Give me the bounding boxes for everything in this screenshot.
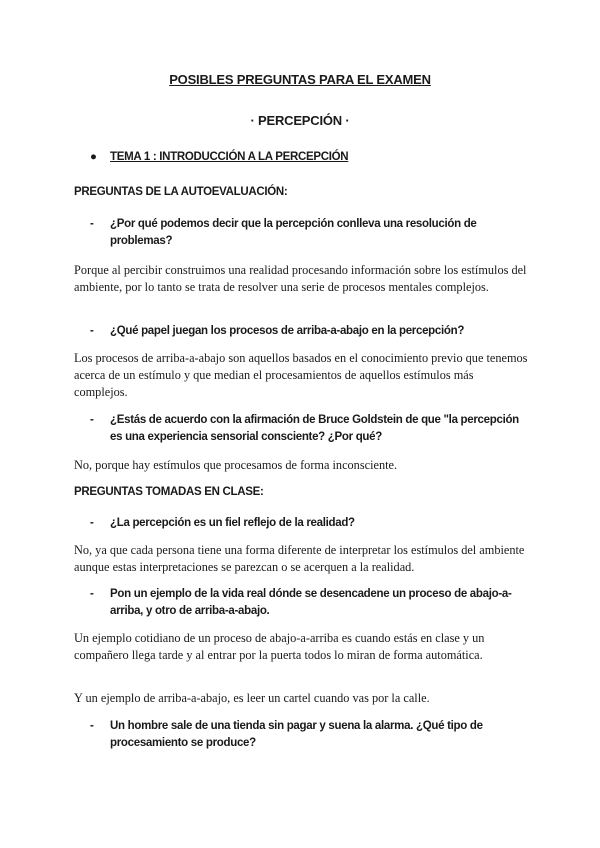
answer-paragraph: No, porque hay estímulos que procesamos de forma inconsciente.: [74, 458, 398, 472]
answer-paragraph: Y un ejemplo de arriba-a-abajo, es leer un cartel cuando vas por la calle.: [74, 691, 430, 705]
question-text: Un hombre sale de una tienda sin pagar y suena la alarma. ¿Qué tipo de procesamiento se produce?: [110, 720, 483, 749]
question-text: Pon un ejemplo de la vida real dónde se desencadene un proceso de abajo-a-arriba, y otro de arriba-a-abajo.: [110, 588, 512, 617]
question-item: [90, 515, 530, 532]
dash-marker: -: [90, 517, 94, 529]
question-item: [90, 323, 530, 340]
question-text: ¿Estás de acuerdo con la afirmación de Bruce Goldstein de que "la percepción es una experiencia sensorial consciente? ¿Por qué?: [110, 414, 519, 443]
question-item: [90, 718, 530, 752]
dash-marker: -: [90, 325, 94, 337]
question-item: [90, 412, 530, 446]
answer-paragraph: No, ya que cada persona tiene una forma diferente de interpretar los estímulos del ambiente aunque estas interpretaciones se parezcan o se acerquen a la realidad.: [74, 543, 525, 574]
topic-heading: [90, 151, 348, 163]
topic-text: TEMA 1 : INTRODUCCIÓN A LA PERCEPCIÓN: [110, 151, 349, 163]
question-text: ¿Por qué podemos decir que la percepción conlleva una resolución de problemas?: [110, 218, 477, 247]
question-item: [90, 216, 530, 250]
page-subtitle: · PERCEPCIÓN ·: [250, 113, 350, 128]
dash-marker: -: [90, 218, 94, 230]
page-title: POSIBLES PREGUNTAS PARA EL EXAMEN: [169, 72, 431, 87]
question-item: [90, 586, 530, 620]
section-heading-class: PREGUNTAS TOMADAS EN CLASE:: [74, 486, 264, 498]
answer-paragraph: Un ejemplo cotidiano de un proceso de abajo-a-arriba es cuando estás en clase y un compañero llega tarde y al entrar por la puerta todos lo miran de forma automática.: [74, 631, 485, 662]
dash-marker: -: [90, 588, 94, 600]
dash-marker: -: [90, 414, 94, 426]
bullet-icon: ●: [90, 151, 97, 163]
answer-paragraph: Porque al percibir construimos una realidad procesando información sobre los estímulos del ambiente, por lo tanto se trata de resolver una serie de procesos mentales complejos.: [74, 263, 527, 294]
question-text: ¿La percepción es un fiel reflejo de la realidad?: [110, 517, 355, 529]
question-text: ¿Qué papel juegan los procesos de arriba-a-abajo en la percepción?: [110, 325, 465, 337]
answer-paragraph: Los procesos de arriba-a-abajo son aquellos basados en el conocimiento previo que tenemos acerca de un estímulo y que median el procesamientos de aquellos estímulos más complejos.: [74, 351, 528, 399]
dash-marker: -: [90, 720, 94, 732]
section-heading-self-assessment: PREGUNTAS DE LA AUTOEVALUACIÓN:: [74, 186, 288, 198]
